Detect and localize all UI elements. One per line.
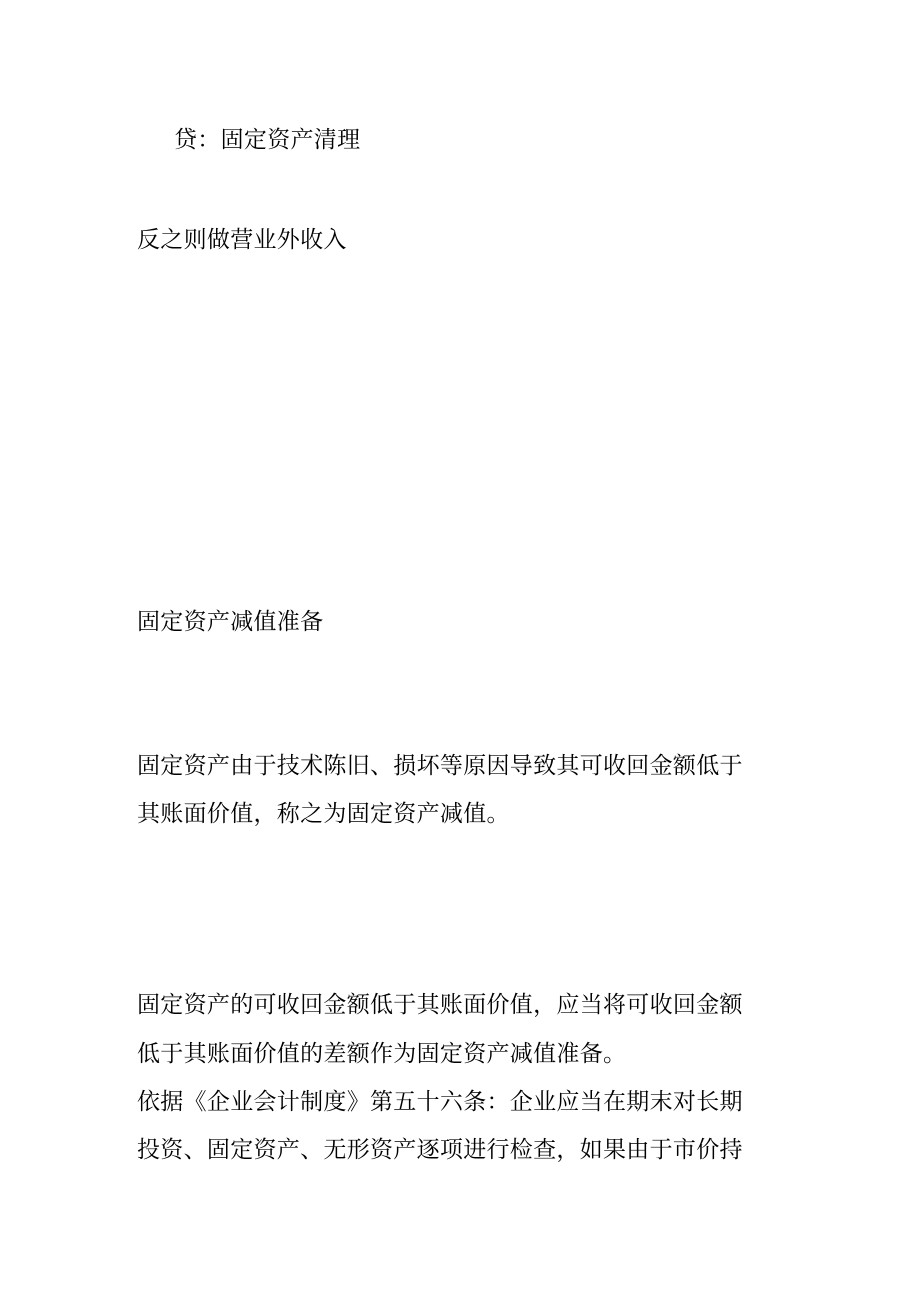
credit-entry-line: 贷：固定资产清理 bbox=[174, 127, 361, 153]
paragraph-1-line-1: 固定资产由于技术陈旧、损坏等原因导致其可收回金额低于 bbox=[137, 753, 743, 779]
paragraph-2-line-2: 低于其账面价值的差额作为固定资产减值准备。 bbox=[137, 1041, 627, 1067]
paragraph-1-line-2: 其账面价值，称之为固定资产减值。 bbox=[137, 801, 510, 827]
paragraph-2-line-1: 固定资产的可收回金额低于其账面价值，应当将可收回金额 bbox=[137, 992, 743, 1018]
section-heading: 固定资产减值准备 bbox=[137, 609, 324, 635]
contrary-case-line: 反之则做营业外收入 bbox=[137, 227, 347, 253]
paragraph-3-line-2: 投资、固定资产、无形资产逐项进行检查，如果由于市价持 bbox=[137, 1137, 743, 1163]
paragraph-3-line-1: 依据《企业会计制度》第五十六条：企业应当在期末对长期 bbox=[137, 1089, 743, 1115]
